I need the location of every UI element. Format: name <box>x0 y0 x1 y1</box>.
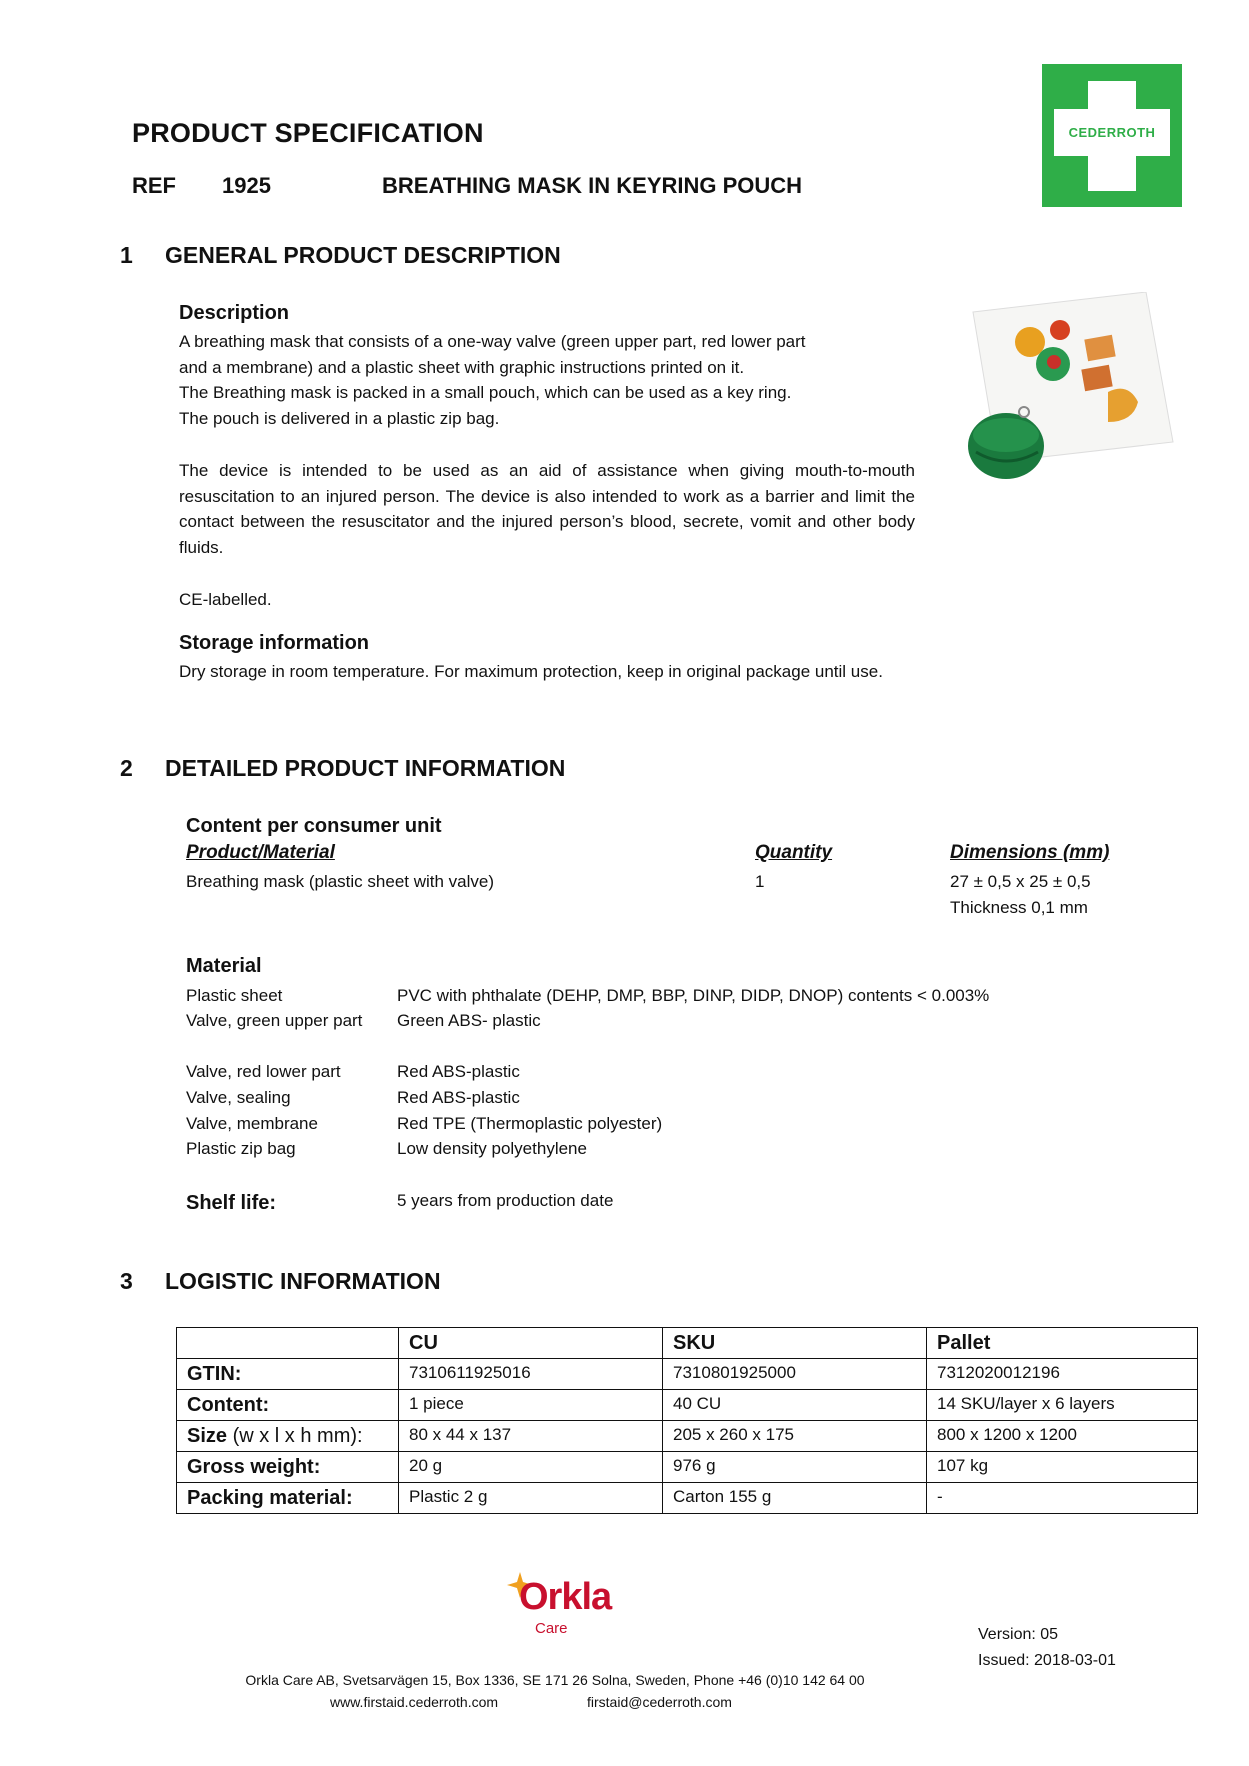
table-row <box>177 1452 1198 1483</box>
material-part: Valve, sealing <box>186 1088 291 1107</box>
product-name: BREATHING MASK IN KEYRING POUCH <box>382 173 803 198</box>
logistic-table <box>176 1327 1198 1514</box>
ref-label: REF <box>132 173 176 198</box>
col-dimensions: Dimensions (mm) <box>950 842 1110 863</box>
cell-sku: 40 CU <box>663 1390 927 1421</box>
cell-sku: 976 g <box>663 1452 927 1483</box>
footer-address: Orkla Care AB, Svetsarvägen 15, Box 1336, SE 171 26 Solna, Sweden, Phone +46 (0)10 142 64 00 <box>245 1672 865 1688</box>
material-value: Low density polyethylene <box>397 1139 587 1158</box>
ce-label: CE-labelled. <box>179 590 272 609</box>
cell-pallet: 14 SKU/layer x 6 layers <box>927 1390 1198 1421</box>
cell-pallet: 107 kg <box>927 1452 1198 1483</box>
product-image <box>968 292 1178 502</box>
description-line: The pouch is delivered in a plastic zip bag. <box>179 408 500 428</box>
header-cell: CU <box>399 1328 663 1359</box>
shelf-life-value: 5 years from production date <box>397 1191 614 1210</box>
table-row <box>177 1359 1198 1390</box>
footer-website: www.firstaid.cederroth.com <box>330 1694 499 1710</box>
row-label: Packing material: <box>177 1483 399 1514</box>
cell-sku: 205 x 260 x 175 <box>663 1421 927 1452</box>
description-paragraph: The device is intended to be used as an aid of assistance when giving mouth-to-mouth resuscitation to an injured person. The device is also intended to work as a barrier and limit the contact between the resuscitator and the injured person’s blood, secrete, vomit and other body fluids. <box>179 461 915 557</box>
item-dimensions: 27 ± 0,5 x 25 ± 0,5 <box>950 872 1091 891</box>
material-value: PVC with phthalate (DEHP, DMP, BBP, DINP, DIDP, DNOP) contents < 0.003% <box>397 986 990 1005</box>
header-cell <box>177 1328 399 1359</box>
col-product: Product/Material <box>186 842 335 863</box>
header-cell: SKU <box>663 1328 927 1359</box>
cell-pallet: - <box>927 1483 1198 1514</box>
description-line: and a membrane) and a plastic sheet with graphic instructions printed on it. <box>179 357 745 377</box>
cell-pallet: 800 x 1200 x 1200 <box>927 1421 1198 1452</box>
cell-pallet: 7312020012196 <box>927 1359 1198 1390</box>
shelf-life-label: Shelf life: <box>186 1192 277 1214</box>
section-1-number: 1 <box>120 242 133 268</box>
cell-cu: 7310611925016 <box>399 1359 663 1390</box>
material-value: Green ABS- plastic <box>397 1011 541 1030</box>
storage-text: Dry storage in room temperature. For maximum protection, keep in original package until use. <box>179 662 883 681</box>
material-part: Plastic zip bag <box>186 1139 296 1158</box>
section-2-number: 2 <box>120 755 133 781</box>
row-label: Content: <box>177 1390 399 1421</box>
item-quantity: 1 <box>755 872 765 891</box>
material-value: Red ABS-plastic <box>397 1062 520 1081</box>
section-1-title: GENERAL PRODUCT DESCRIPTION <box>165 242 561 268</box>
cell-cu: 1 piece <box>399 1390 663 1421</box>
material-part: Valve, membrane <box>186 1114 318 1133</box>
ref-number: 1925 <box>222 173 271 198</box>
cell-sku: 7310801925000 <box>663 1359 927 1390</box>
description-block <box>179 329 939 431</box>
item-name: Breathing mask (plastic sheet with valve) <box>186 872 495 891</box>
material-heading: Material <box>186 955 262 977</box>
item-thickness: Thickness 0,1 mm <box>950 898 1088 917</box>
table-row <box>177 1421 1198 1452</box>
cell-cu: 80 x 44 x 137 <box>399 1421 663 1452</box>
cell-cu: Plastic 2 g <box>399 1483 663 1514</box>
logo-text: CEDERROTH <box>1068 125 1156 140</box>
material-value: Red ABS-plastic <box>397 1088 520 1107</box>
description-line: The Breathing mask is packed in a small pouch, which can be used as a key ring. <box>179 383 792 402</box>
orkla-care: Care <box>535 1620 568 1637</box>
content-heading: Content per consumer unit <box>186 815 442 837</box>
material-part: Valve, red lower part <box>186 1062 341 1081</box>
material-part: Valve, green upper part <box>186 1011 363 1030</box>
cell-cu: 20 g <box>399 1452 663 1483</box>
description-heading: Description <box>179 302 290 324</box>
row-label: Gross weight: <box>177 1452 399 1483</box>
header-cell: Pallet <box>927 1328 1198 1359</box>
table-row <box>177 1390 1198 1421</box>
material-value: Red TPE (Thermoplastic polyester) <box>397 1114 663 1133</box>
table-header-row <box>177 1328 1198 1359</box>
orkla-logo <box>505 1570 645 1640</box>
description-line: A breathing mask that consists of a one-way valve (green upper part, red lower part <box>179 332 806 351</box>
cell-sku: Carton 155 g <box>663 1483 927 1514</box>
section-2-title: DETAILED PRODUCT INFORMATION <box>165 755 566 781</box>
cederroth-logo <box>1042 64 1182 207</box>
row-label: GTIN: <box>177 1359 399 1390</box>
orkla-brand: Orkla <box>519 1576 612 1618</box>
version: Version: 05 <box>978 1626 1059 1643</box>
row-label: Size (w x l x h mm): <box>177 1421 399 1452</box>
page-title: PRODUCT SPECIFICATION <box>132 118 484 148</box>
col-quantity: Quantity <box>755 842 833 863</box>
table-row <box>177 1483 1198 1514</box>
footer-email: firstaid@cederroth.com <box>587 1694 732 1710</box>
material-part: Plastic sheet <box>186 986 283 1005</box>
section-3-number: 3 <box>120 1268 133 1294</box>
storage-heading: Storage information <box>179 632 370 654</box>
section-3-title: LOGISTIC INFORMATION <box>165 1268 441 1294</box>
issued-date: Issued: 2018-03-01 <box>978 1652 1116 1669</box>
